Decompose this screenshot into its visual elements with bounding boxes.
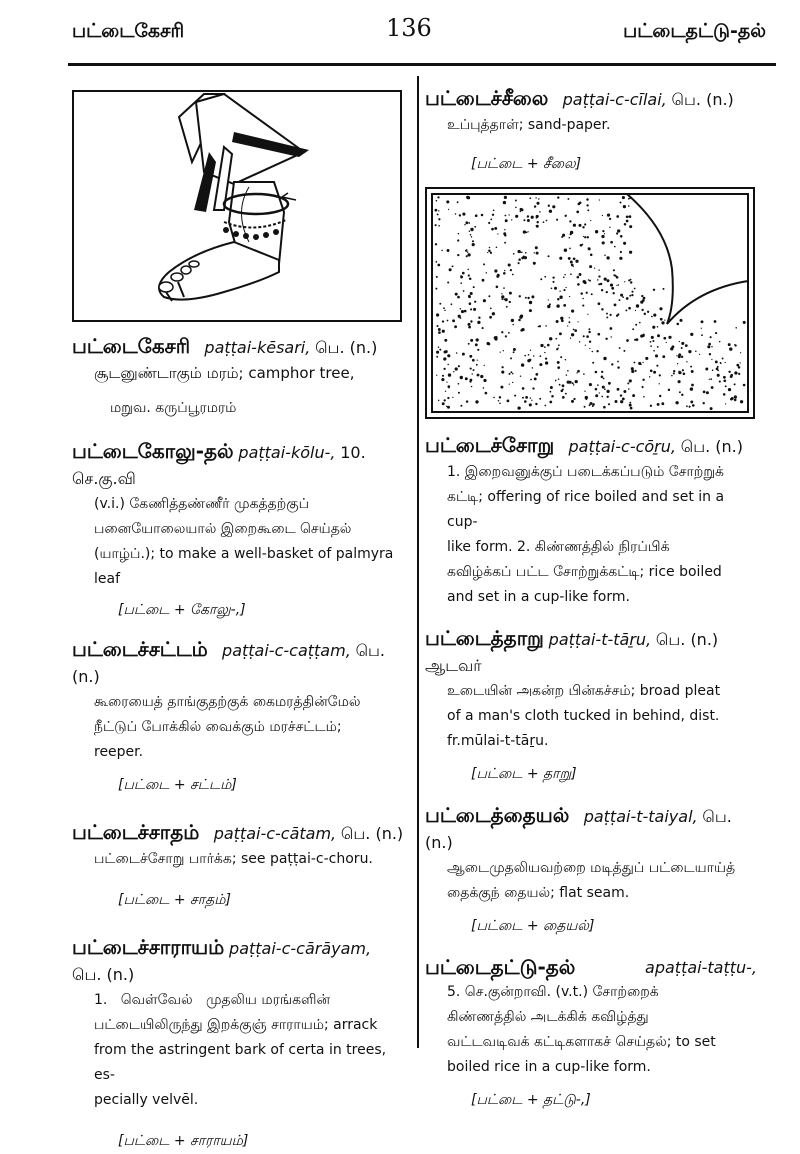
headword: பட்டைத்தாறு xyxy=(425,626,544,650)
definition-line: கட்டி; offering of rice boiled and set in a cup- xyxy=(447,489,725,530)
right-guide-word: பட்டைதட்டு-தல் xyxy=(623,20,766,42)
headword: பட்டைச்சோறு xyxy=(425,433,555,457)
etymology: [பட்டை + தையல்] xyxy=(471,918,595,934)
entry-pattai-t-taiyal xyxy=(425,803,757,939)
definition-line: fr.mūlai-t-tāṟu. xyxy=(447,733,549,749)
etymology: [பட்டை + சட்டம்] xyxy=(118,777,237,793)
transliteration: paṭṭai-c-cōṟu, xyxy=(568,437,676,456)
anklet-foot-illustration-icon xyxy=(72,90,402,322)
definition-line: வட்டவடிவக் கட்டிகளாகச் செய்தல்; to set xyxy=(447,1034,716,1050)
definition-line: (யாழ்ப்.); to make a well-basket of palmyra leaf xyxy=(94,546,394,587)
definition-line: உப்புத்தாள்; sand-paper. xyxy=(447,117,611,133)
part-of-speech: பெ. (n.) xyxy=(340,824,404,843)
definition-line: from the astringent bark of certa in trees, es- xyxy=(94,1042,387,1083)
part-of-speech: பெ. (n.) xyxy=(680,437,744,456)
definition-line: கவிழ்க்கப் பட்ட சோற்றுக்கட்டி; rice boiled xyxy=(447,564,722,580)
definition-line: reeper. xyxy=(94,744,144,760)
column-divider xyxy=(417,76,419,1048)
part-of-speech: பெ. (n.) xyxy=(671,90,734,109)
transliteration: paṭṭai-c-cārāyam, xyxy=(229,939,372,958)
entry-pattai-c-coru xyxy=(425,433,757,610)
transliteration: paṭṭai-c-cātam, xyxy=(213,824,337,843)
definition-line: தைக்குந் தையல்; flat seam. xyxy=(447,885,630,901)
transliteration: paṭṭai-c-caṭṭam, xyxy=(222,641,351,660)
etymology: [பட்டை + கோலு-,] xyxy=(118,602,246,618)
definition-line: பட்டையிலிருந்து இறக்குஞ் சாராயம்; arrack xyxy=(94,1017,378,1033)
part-of-speech: பெ. (n.) xyxy=(425,807,732,852)
definition-line: 1. வெள்வேல் முதலிய மரங்களின் xyxy=(94,992,331,1008)
headword: பட்டைச்சாராயம் xyxy=(72,935,225,959)
entry-pattai-kesari xyxy=(72,334,404,421)
definition-line: கிண்ணத்தில் அடக்கிக் கவிழ்த்து xyxy=(447,1009,649,1025)
definition-line: boiled rice in a cup-like form. xyxy=(447,1059,651,1075)
headword: பட்டைத்தையல் xyxy=(425,803,570,827)
definition-line: 1. இறைவனுக்குப் படைக்கப்படும் சோற்றுக் xyxy=(447,464,724,480)
definition-line: பட்டைச்சோறு பார்க்க; see paṭṭai-c-choru. xyxy=(94,851,373,867)
definition-line: பனையோலையால் இறைகூடை செய்தல் xyxy=(94,521,352,537)
transliteration: paṭṭai-t-taiyal, xyxy=(583,807,698,826)
synonym: மறுவ. கருப்பூரமரம் xyxy=(110,400,237,416)
transliteration: paṭṭai-t-tāṟu, xyxy=(548,630,652,649)
entry-pattai-c-cilai xyxy=(425,86,757,177)
etymology: [பட்டை + சாராயம்] xyxy=(118,1133,249,1149)
transliteration: apaṭṭai-taṭṭu-, xyxy=(645,958,757,977)
transliteration: paṭṭai-kōlu-, xyxy=(238,443,336,462)
definition: சூடனுண்டாகும் மரம்; camphor tree, xyxy=(94,364,355,382)
definition-line: உடையின் அகன்ற பின்கச்சம்; broad pleat xyxy=(447,683,721,699)
right-column xyxy=(425,78,757,1113)
left-column xyxy=(72,78,404,1154)
header-rule xyxy=(68,63,776,66)
part-of-speech: பெ. (n.) ஆடவர் xyxy=(425,630,719,675)
transliteration: paṭṭai-c-cīlai, xyxy=(562,90,667,109)
headword: பட்டைகோலு-தல் xyxy=(72,439,234,463)
headword: பட்டைச்சட்டம் xyxy=(72,637,208,661)
page-number: 136 xyxy=(386,14,432,42)
part-of-speech: பெ. (n.) xyxy=(72,641,386,686)
part-of-speech: பெ. (n.) xyxy=(72,965,135,984)
headword: பட்டைச்சாதம் xyxy=(72,820,200,844)
etymology: [பட்டை + சாதம்] xyxy=(118,892,231,908)
etymology: [பட்டை + தட்டு-,] xyxy=(471,1092,591,1108)
entry-pattai-c-catam xyxy=(72,820,404,913)
etymology: [பட்டை + தாறு] xyxy=(471,766,577,782)
part-of-speech: பெ. (n.) xyxy=(315,338,378,357)
entry-pattai-kolu-tal xyxy=(72,439,404,623)
headword: பட்டைச்சீலை xyxy=(425,86,549,110)
etymology: [பட்டை + சீலை] xyxy=(471,156,582,172)
entry-pattai-c-carayam xyxy=(72,935,404,1154)
definition-line: like form. 2. கிண்ணத்தில் நிரப்பிக் xyxy=(447,539,670,555)
definition-line: pecially velvēl. xyxy=(94,1092,199,1108)
definition-line: கூரையைத் தாங்குதற்குக் கைமரத்தின்மேல் xyxy=(94,694,361,710)
left-guide-word: பட்டைகேசரி xyxy=(72,20,185,42)
headword: பட்டைகேசரி xyxy=(72,334,191,358)
entry-pattai-tattu-tal xyxy=(425,955,757,1113)
definition-line: and set in a cup-like form. xyxy=(447,589,630,605)
transliteration: paṭṭai-kēsari, xyxy=(204,338,311,357)
definition-line: நீட்டுப் போக்கில் வைக்கும் மரச்சட்டம்; xyxy=(94,719,342,735)
definition-line: of a man's cloth tucked in behind, dist. xyxy=(447,708,720,724)
definition-line: ஆடைமுதலியவற்றை மடித்துப் பட்டையாய்த் xyxy=(447,860,736,876)
part-of-speech: 10. செ.கு.வி xyxy=(72,443,366,488)
sandpaper-illustration-icon xyxy=(425,187,755,419)
entry-pattai-c-cattam xyxy=(72,637,404,798)
definition-line: 5. செ.குன்றாவி. (v.t.) சோற்றைக் xyxy=(447,984,659,1000)
headword: பட்டைதட்டு-தல் xyxy=(425,955,576,979)
entry-pattai-t-taru xyxy=(425,626,757,787)
definition-line: (v.i.) கேணித்தண்ணீர் முகத்தற்குப் xyxy=(94,496,310,512)
